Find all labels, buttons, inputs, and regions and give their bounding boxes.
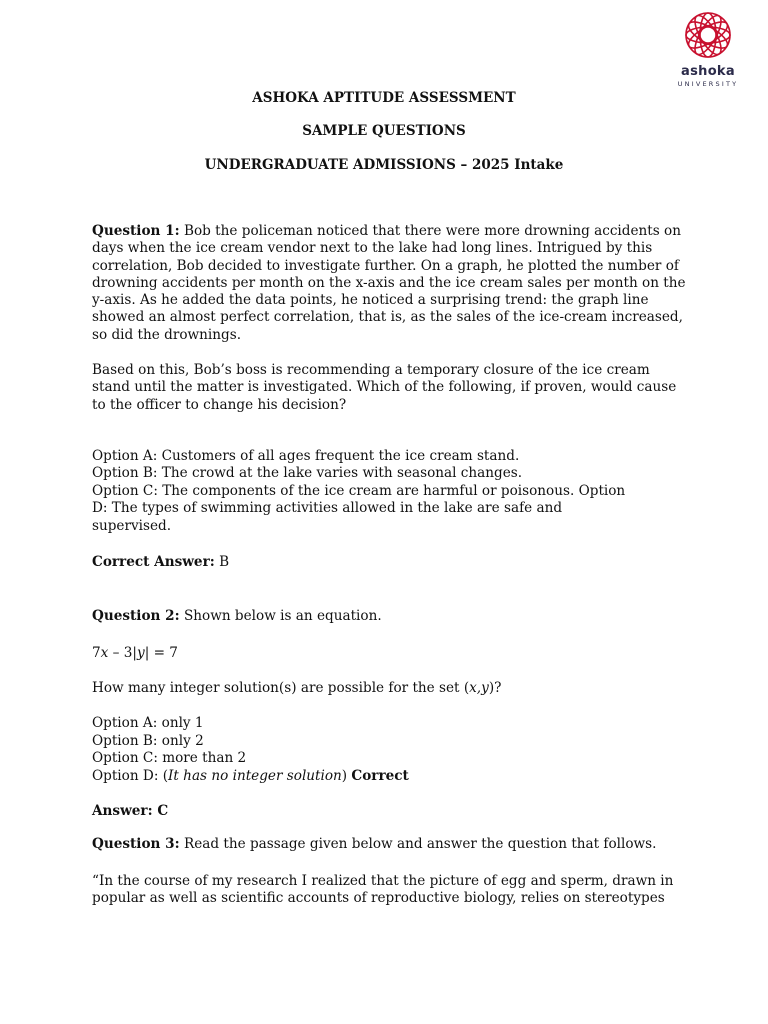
question-1-body: Bob the policeman noticed that there were more drowning accidents on days when the ice cream vendor next to the lake had long lines. Intrigued by this correlation, Bob decided to investigate further. On a graph, he plotted the number of drowning accidents per month on the x-axis and the ice cream sales per month on the y-axis. As he added the data points, he noticed a surprising trend: the graph line showed an almost perfect correlation, that is, as the sales of the ice-cream increased, so did the drownings. xyxy=(92,223,686,343)
logo-subtitle: UNIVERSITY xyxy=(677,80,739,88)
ashoka-logo xyxy=(669,10,747,92)
prompt-text: )? xyxy=(488,680,502,696)
question-2-option-b: Option B: only 2 xyxy=(92,733,204,749)
equation-var-y: y xyxy=(137,645,145,661)
option-d-bold: Correct xyxy=(351,768,409,784)
equation-part: | = 7 xyxy=(144,645,178,661)
prompt-text: How many integer solution(s) are possible for the set ( xyxy=(92,680,470,696)
question-2-answer xyxy=(92,803,168,820)
question-3-body: Read the passage given below and answer the question that follows. xyxy=(183,836,657,852)
ashoka-emblem-icon xyxy=(683,10,733,60)
question-1-followup: Based on this, Bob’s boss is recommending a temporary closure of the ice cream stand until the matter is investigated. Which of the following, if proven, would cause to the officer to change his decision? xyxy=(92,362,677,413)
logo-wordmark: ashoka xyxy=(681,64,735,79)
option-d-text: ) xyxy=(341,768,352,784)
question-3-label: Question 3: xyxy=(92,836,180,852)
question-2-option-d xyxy=(92,768,409,785)
question-1-answer-label: Correct Answer: xyxy=(92,554,215,570)
header-title: ASHOKA APTITUDE ASSESSMENT xyxy=(252,90,516,106)
question-1-option-b: Option B: The crowd at the lake varies with seasonal changes. xyxy=(92,465,523,481)
prompt-vars: x,y xyxy=(469,680,489,696)
equation-var-x: x xyxy=(100,645,109,661)
question-1-option-d-cont: supervised. xyxy=(92,518,172,534)
question-2-equation xyxy=(92,645,178,662)
question-2-option-c: Option C: more than 2 xyxy=(92,750,247,766)
header-intake: UNDERGRADUATE ADMISSIONS – 2025 Intake xyxy=(204,157,564,173)
question-3-text xyxy=(92,836,656,853)
question-1-option-a: Option A: Customers of all ages frequent the ice cream stand. xyxy=(92,448,520,464)
header-subtitle: SAMPLE QUESTIONS xyxy=(302,123,466,139)
question-1-answer-value: B xyxy=(219,554,230,570)
question-1-option-d: D: The types of swimming activities allowed in the lake are safe and xyxy=(92,500,563,516)
option-d-text: Option D: ( xyxy=(92,768,169,784)
question-2-text xyxy=(92,608,382,625)
question-3-passage: “In the course of my research I realized that the picture of egg and sperm, drawn in popular as well as scientific accounts of reproductive biology, relies on stereotypes xyxy=(92,873,674,907)
question-2-answer-text: Answer: C xyxy=(92,803,169,819)
question-2-prompt xyxy=(92,680,501,697)
question-1-option-c: Option C: The components of the ice cream are harmful or poisonous. Option xyxy=(92,483,626,499)
question-2-label: Question 2: xyxy=(92,608,180,624)
question-1-answer xyxy=(92,554,229,571)
option-d-italic: It has no integer solution xyxy=(168,768,342,784)
question-2-body: Shown below is an equation. xyxy=(183,608,382,624)
equation-part: 7 xyxy=(92,645,101,661)
question-1-text xyxy=(92,223,692,344)
question-1-label: Question 1: xyxy=(92,223,180,239)
equation-part: – 3| xyxy=(108,645,137,661)
question-2-option-a: Option A: only 1 xyxy=(92,715,204,731)
